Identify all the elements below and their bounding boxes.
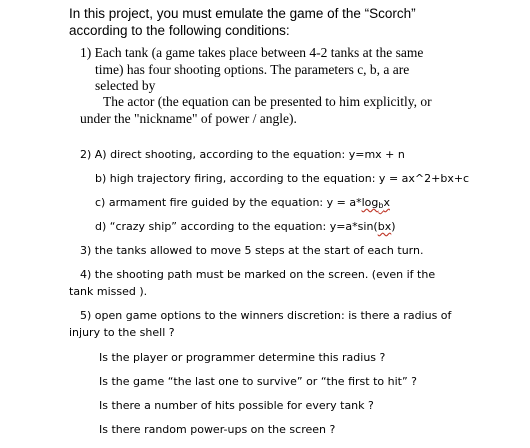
- question-game-mode: Is the game “the last one to survive” or “the first to hit” ?: [99, 375, 417, 388]
- item2-a: 2) A) direct shooting, according to the equation: y=mx + n: [80, 148, 405, 161]
- question-radius: Is the player or programmer determine this radius ?: [99, 351, 386, 364]
- item5-line-1: 5) open game options to the winners discretion: is there a radius of: [80, 309, 452, 322]
- item1-line-4: The actor (the equation can be presented to him explicitly, or: [103, 94, 432, 109]
- question-power-ups: Is there random power-ups on the screen ?: [99, 423, 336, 436]
- item2-b: b) high trajectory firing, according to the equation: y = ax^2+bx+c: [95, 172, 470, 185]
- item2-c-log: log: [361, 196, 379, 209]
- item1-line-2: time) has four shooting options. The parameters c, b, a are: [95, 62, 410, 77]
- item1-line-3: selected by: [95, 78, 156, 93]
- intro-line-2: according to the following conditions:: [69, 23, 290, 38]
- item3: 3) the tanks allowed to move 5 steps at the start of each turn.: [80, 244, 424, 257]
- item1-line-5: under the "nickname" of power / angle).: [80, 111, 297, 126]
- item2-d-prefix: d) “crazy ship” according to the equation: y=a*sin(: [95, 220, 378, 233]
- item2-d-suffix: ): [391, 220, 396, 233]
- item2-c-prefix: c) armament fire guided by the equation: y = a*: [95, 196, 362, 209]
- item2-c-base: b: [378, 201, 384, 210]
- item2-d-arg: bx: [377, 220, 392, 233]
- intro-line-1: In this project, you must emulate the game of the “Scorch”: [69, 6, 416, 21]
- item1-line-1: 1) Each tank (a game takes place between 4-2 tanks at the same: [80, 45, 424, 60]
- item4-line-2: tank missed ).: [69, 285, 148, 298]
- item2-c: [95, 196, 390, 210]
- item5-line-2: injury to the shell ?: [69, 326, 175, 339]
- item4-line-1: 4) the shooting path must be marked on the screen. (even if the: [80, 268, 436, 281]
- item2-d: [95, 220, 396, 233]
- item2-c-x: x: [383, 196, 390, 209]
- question-hits: Is there a number of hits possible for every tank ?: [99, 399, 374, 412]
